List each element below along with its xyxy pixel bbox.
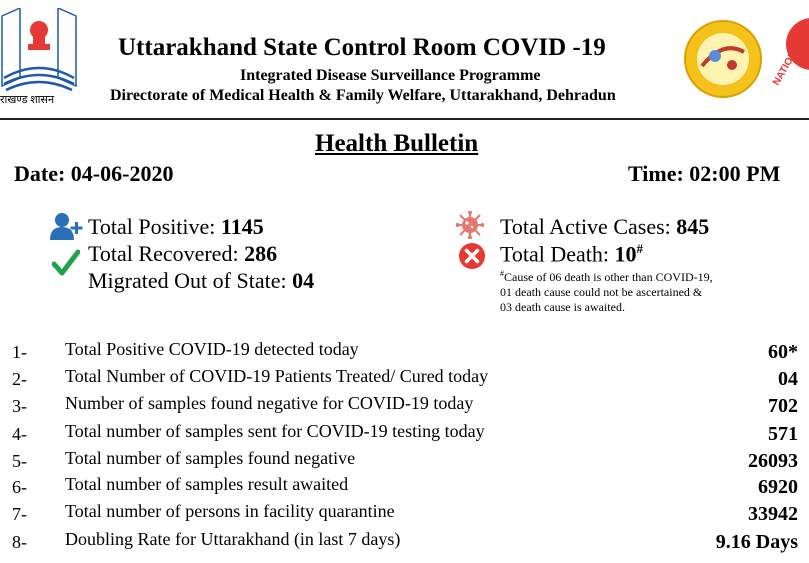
death-note-line1: Cause of 06 death is other than COVID-19, (504, 270, 713, 284)
summary-total-recovered (88, 241, 277, 267)
row-description: Doubling Rate for Uttarakhand (in last 7 days) (65, 529, 401, 549)
table-row (0, 339, 809, 369)
bulletin-title: Health Bulletin (315, 130, 479, 157)
row-number: 7- (12, 504, 27, 524)
row-value: 26093 (748, 450, 798, 472)
row-value: 571 (768, 423, 798, 445)
row-value: 04 (778, 368, 798, 390)
table-row (0, 529, 809, 559)
summary-total-positive-label: Total Positive: (88, 214, 221, 239)
logo-caption: राखण्ड शासन (0, 94, 55, 106)
summary-migrated-value: 04 (292, 268, 315, 293)
table-row (0, 366, 809, 396)
summary-migrated (88, 268, 314, 294)
row-number: 6- (12, 477, 27, 497)
row-description: Total Number of COVID-19 Patients Treated/ Cured today (65, 366, 489, 386)
row-number: 5- (12, 451, 27, 471)
row-number: 8- (12, 532, 27, 552)
death-note-line3: 03 death cause is awaited. (500, 300, 625, 314)
row-description: Number of samples found negative for COVID-19 today (65, 393, 474, 413)
table-row (0, 393, 809, 423)
header-subtitle-directorate: Directorate of Medical Health & Family Welfare, Uttarakhand, Dehradun (110, 87, 616, 104)
death-note-line2: 01 death cause could not be ascertained & (500, 285, 703, 299)
row-description: Total number of samples found negative (65, 448, 356, 468)
header-divider (0, 118, 809, 120)
national-health-mission-logo (770, 14, 809, 94)
idsp-emblem-logo (682, 18, 764, 100)
summary-death-sup: # (636, 241, 644, 256)
death-note-sup: # (500, 269, 504, 278)
row-number: 2- (12, 369, 27, 389)
summary-active-value: 845 (676, 214, 710, 239)
virus-icon (456, 211, 484, 239)
header-title: Uttarakhand State Control Room COVID -19 (118, 34, 606, 61)
row-value: 33942 (748, 503, 798, 525)
row-number: 1- (12, 342, 27, 362)
close-circle-icon (458, 242, 486, 270)
row-value: 6920 (758, 476, 798, 498)
row-description: Total Positive COVID-19 detected today (65, 339, 359, 359)
summary-active-label: Total Active Cases: (500, 214, 677, 239)
summary-total-recovered-value: 286 (244, 241, 278, 266)
table-row (0, 474, 809, 504)
death-footnote (500, 266, 713, 315)
check-icon (52, 249, 80, 277)
table-row (0, 421, 809, 451)
summary-active-cases (500, 214, 709, 240)
summary-migrated-label: Migrated Out of State: (88, 268, 293, 293)
table-row (0, 501, 809, 531)
row-number: 3- (12, 396, 27, 416)
header-subtitle-programme: Integrated Disease Surveillance Programme (240, 67, 541, 84)
row-description: Total number of persons in facility quarantine (65, 501, 395, 521)
summary-death-value: 10 (614, 241, 637, 267)
summary-total-death (500, 241, 643, 267)
row-description: Total number of samples sent for COVID-19 testing today (65, 421, 485, 441)
summary-total-recovered-label: Total Recovered: (88, 241, 245, 266)
summary-death-label: Total Death: (500, 241, 615, 267)
national-logo-text: NATIONAL (771, 37, 807, 88)
row-value: 9.16 Days (715, 531, 798, 553)
summary-total-positive (88, 214, 264, 240)
bulletin-date: Date: 04-06-2020 (14, 161, 174, 186)
row-value: 702 (768, 395, 798, 417)
row-description: Total number of samples result awaited (65, 474, 349, 494)
summary-total-positive-value: 1145 (220, 214, 264, 239)
add-user-icon (50, 212, 84, 240)
bulletin-time: Time: 02:00 PM (628, 161, 781, 186)
row-number: 4- (12, 424, 27, 444)
row-value: 60* (768, 341, 798, 363)
